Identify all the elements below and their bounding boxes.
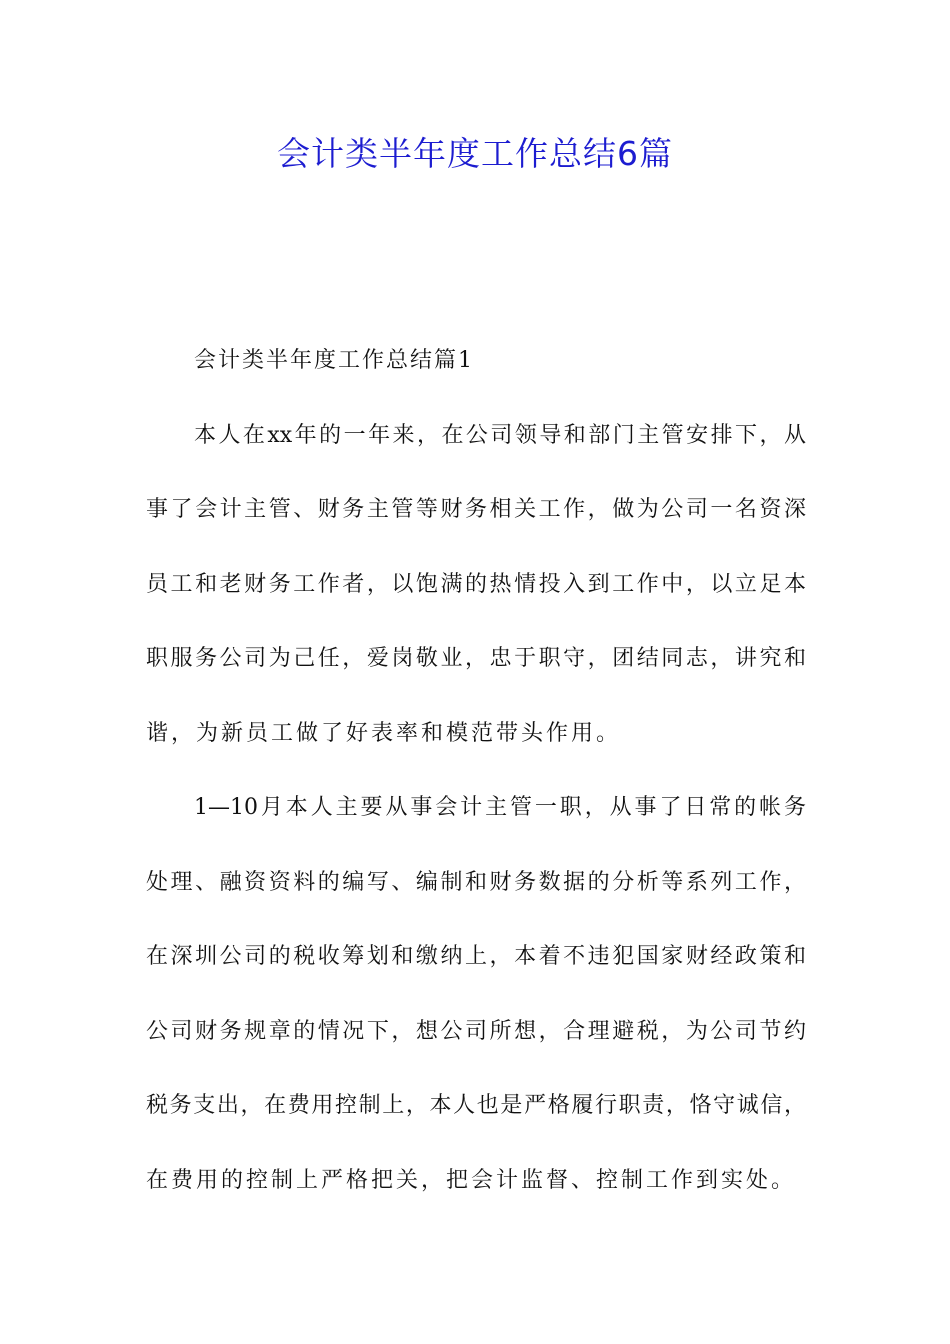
- paragraph-line: [146, 554, 806, 629]
- paragraph-line: [146, 1150, 806, 1225]
- paragraph-line: [146, 703, 806, 778]
- paragraph-line-text: 谐，为新员工做了好表率和模范带头作用。: [146, 720, 622, 746]
- paragraph-line-text: 1—10月本人主要从事会计主管一职，从事了日常的帐务: [194, 795, 806, 820]
- paragraph-line: [146, 1075, 806, 1150]
- paragraph-line-text: 公司财务规章的情况下，想公司所想，合理避税，为公司节约: [146, 1018, 806, 1044]
- paragraph-line-text: 员工和老财务工作者，以饱满的热情投入到工作中，以立足本: [146, 571, 806, 597]
- document-body: [146, 330, 806, 1224]
- paragraph-line: [146, 405, 806, 480]
- paragraph-line: [146, 1001, 806, 1076]
- paragraph-line: [146, 852, 806, 927]
- paragraph-line-text: 事了会计主管、财务主管等财务相关工作，做为公司一名资深: [146, 497, 806, 522]
- paragraph-line-text: 本人在xx年的一年来，在公司领导和部门主管安排下，从: [194, 422, 806, 448]
- paragraph-line-text: 职服务公司为己任，爱岗敬业，忠于职守，团结同志，讲究和: [146, 646, 806, 671]
- paragraph-line-text: 税务支出，在费用控制上，本人也是严格履行职责，恪守诚信，: [146, 1093, 806, 1118]
- section-heading-text: 会计类半年度工作总结篇1: [194, 348, 474, 373]
- paragraph-line-text: 处理、融资资料的编写、编制和财务数据的分析等系列工作，: [146, 869, 806, 895]
- paragraph-line: [146, 926, 806, 1001]
- paragraph-line-text: 在深圳公司的税收筹划和缴纳上，本着不违犯国家财经政策和: [146, 944, 806, 969]
- document-title: 会计类半年度工作总结6篇: [277, 134, 673, 173]
- paragraph-line-text: 在费用的控制上严格把关，把会计监督、控制工作到实处。: [146, 1167, 797, 1193]
- paragraph-line: [146, 628, 806, 703]
- paragraph-line: [146, 479, 806, 554]
- section-heading: [146, 330, 806, 405]
- paragraph-line: [146, 777, 806, 852]
